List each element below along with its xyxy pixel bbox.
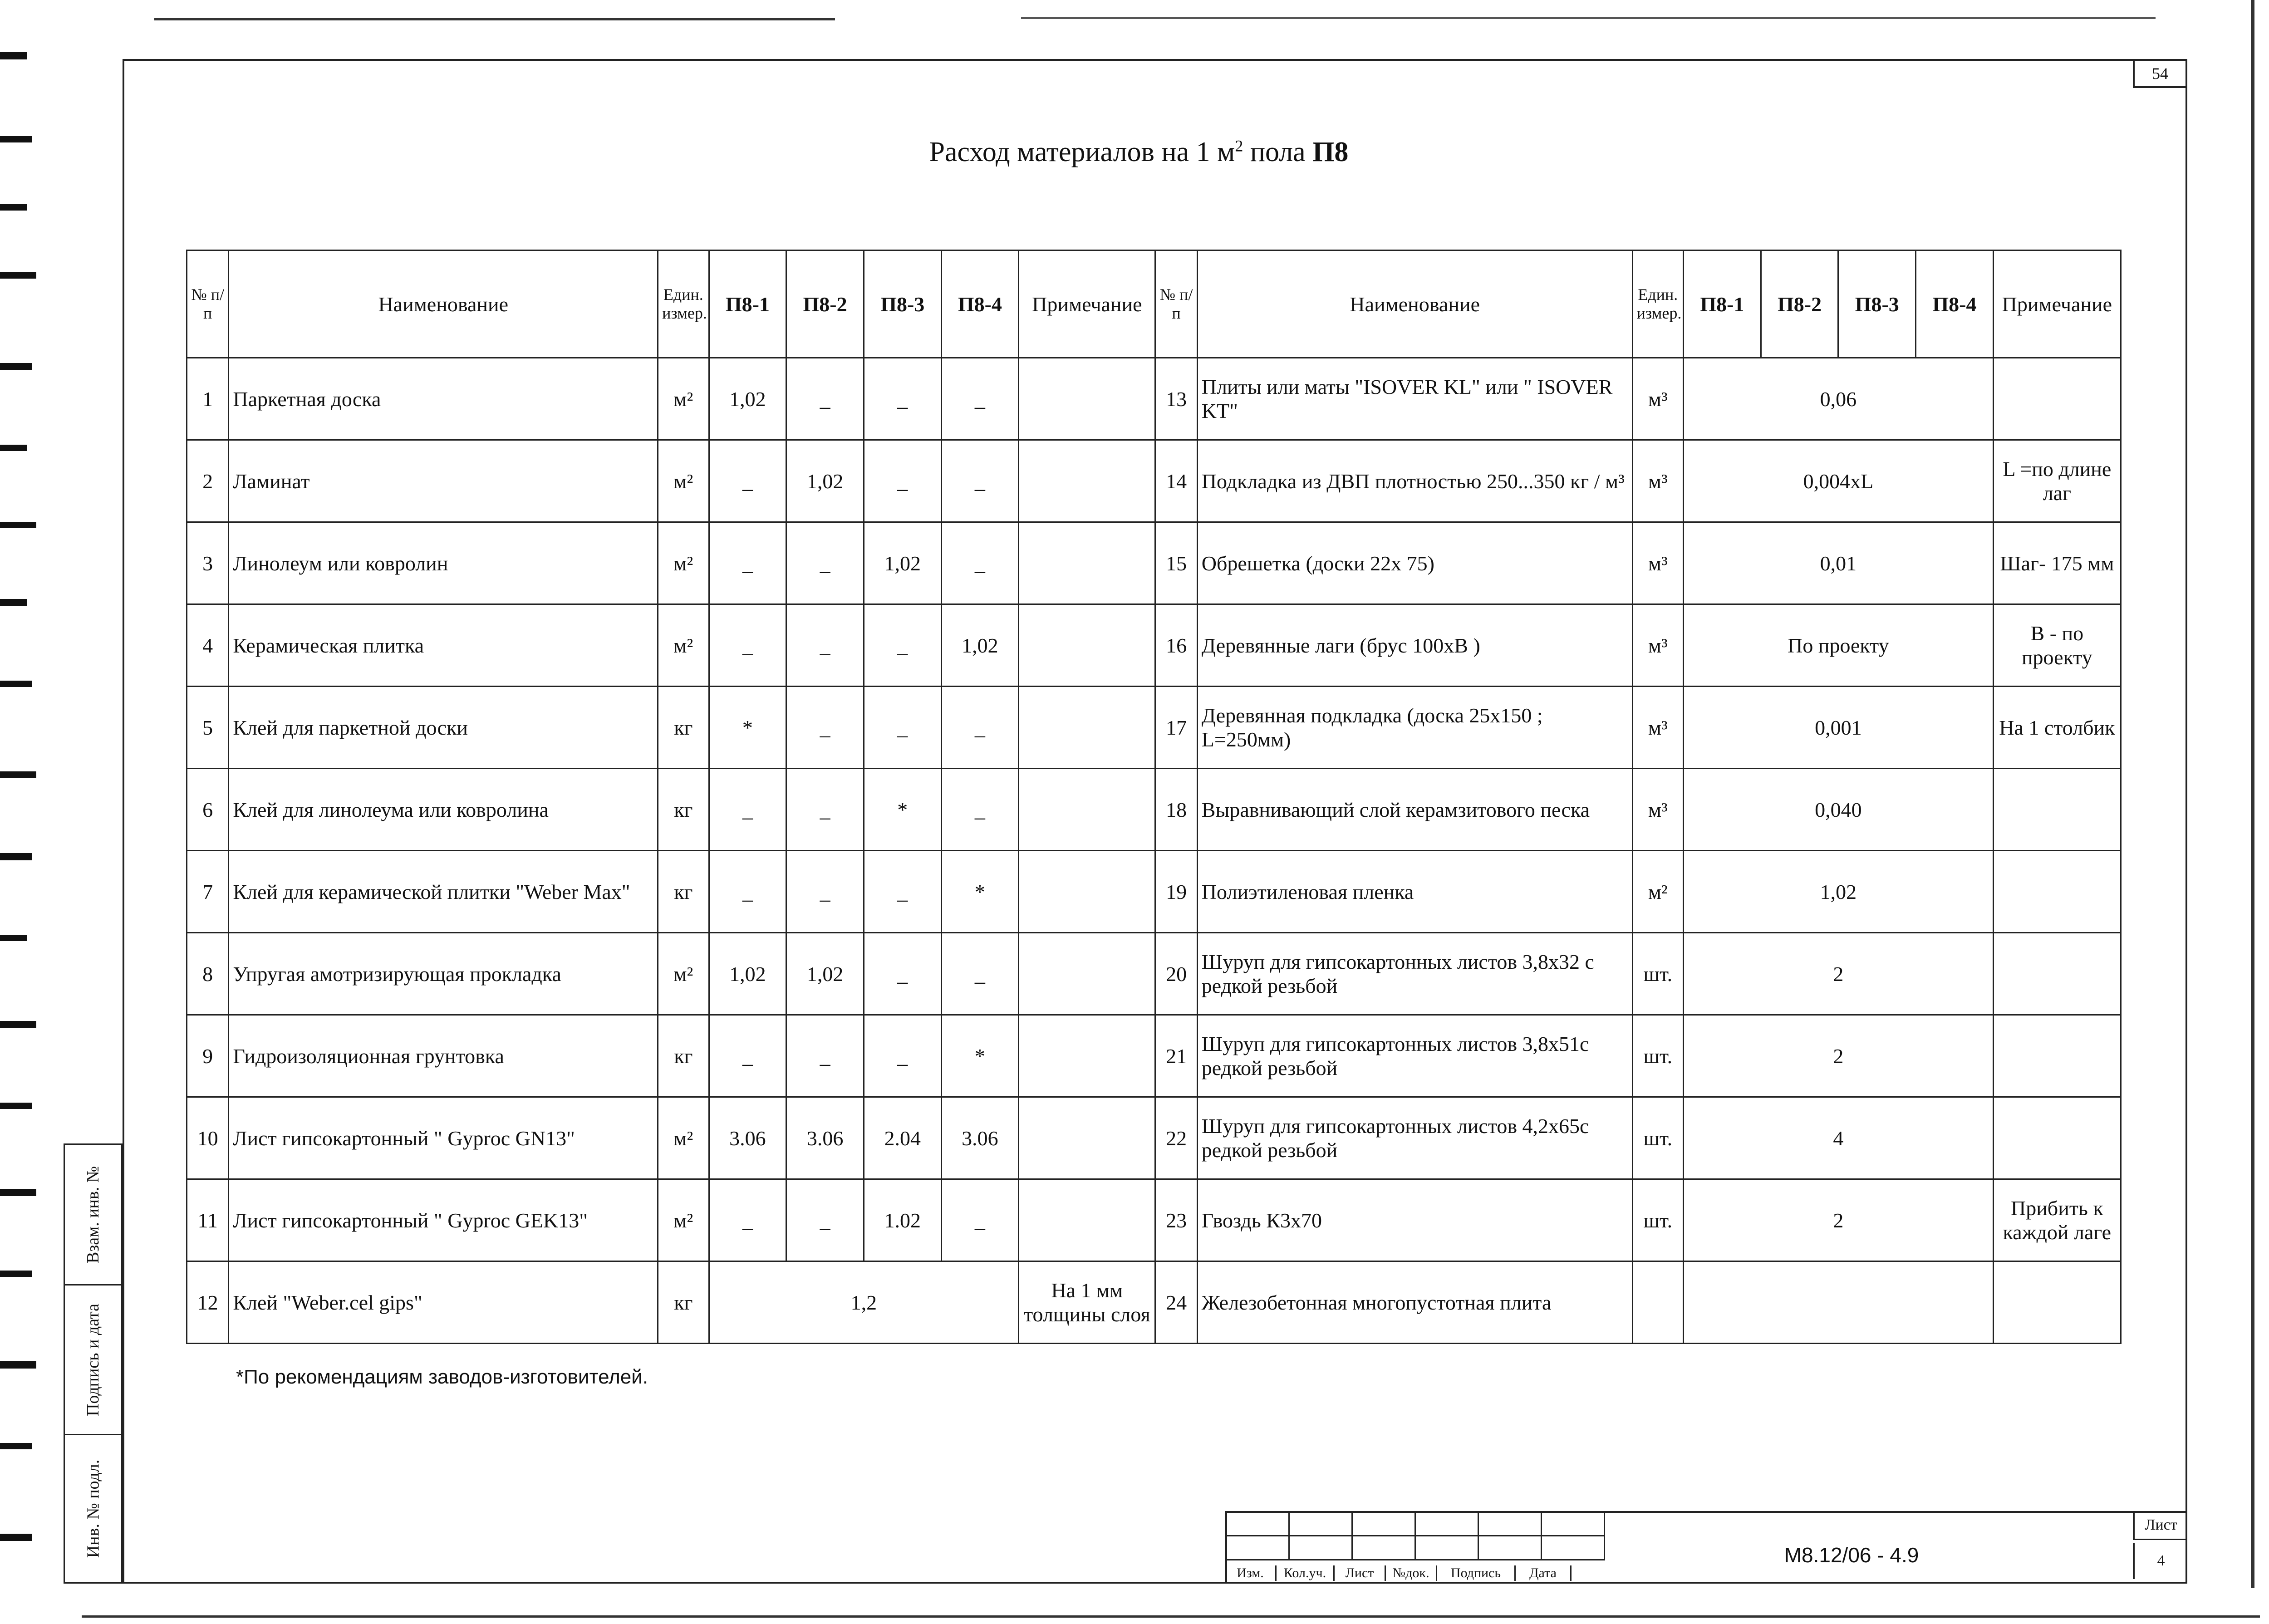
footnote: *По рекомендациям заводов-изготовителей. bbox=[236, 1366, 648, 1388]
material-name: Клей для линолеума или ковролина bbox=[229, 769, 658, 851]
value-cell: _ bbox=[786, 769, 864, 851]
vzam-cell: Взам. инв. № bbox=[65, 1145, 121, 1285]
header-code: П8-2 bbox=[1761, 250, 1838, 358]
value-cell: * bbox=[941, 1015, 1019, 1097]
value-cell: 1.02 bbox=[864, 1179, 941, 1261]
material-name: Подкладка из ДВП плотностью 250...350 кг / м³ bbox=[1197, 440, 1632, 522]
note-cell: Шаг- 175 мм bbox=[1993, 522, 2121, 604]
table-row bbox=[187, 440, 2121, 522]
header-code: П8-2 bbox=[786, 250, 864, 358]
header-code: П8-3 bbox=[864, 250, 941, 358]
value-cell: 2 bbox=[1684, 1179, 1994, 1261]
top-edge-line-2 bbox=[1021, 17, 2156, 19]
unit-cell: м³ bbox=[1632, 522, 1683, 604]
unit-cell: кг bbox=[658, 769, 709, 851]
header-code: П8-4 bbox=[941, 250, 1019, 358]
row-number: 1 bbox=[187, 358, 229, 440]
material-name: Железобетонная многопустотная плита bbox=[1197, 1261, 1632, 1344]
value-cell: _ bbox=[864, 851, 941, 933]
value-cell: 0,001 bbox=[1684, 687, 1994, 769]
bottom-edge-line bbox=[82, 1615, 2260, 1618]
document-number: М8.12/06 - 4.9 bbox=[1784, 1543, 1919, 1567]
row-number: 6 bbox=[187, 769, 229, 851]
note-cell bbox=[1993, 358, 2121, 440]
note-cell bbox=[1019, 1179, 1155, 1261]
header-code: П8-1 bbox=[709, 250, 786, 358]
header-code: П8-1 bbox=[1684, 250, 1761, 358]
unit-cell: м² bbox=[658, 1097, 709, 1179]
row-number: 22 bbox=[1155, 1097, 1197, 1179]
table-row bbox=[187, 358, 2121, 440]
row-number: 7 bbox=[187, 851, 229, 933]
value-cell: _ bbox=[709, 440, 786, 522]
material-name: Гидроизоляционная грунтовка bbox=[229, 1015, 658, 1097]
row-number: 11 bbox=[187, 1179, 229, 1261]
material-name: Паркетная доска bbox=[229, 358, 658, 440]
unit-cell: кг bbox=[658, 1261, 709, 1344]
material-name: Деревянные лаги (брус 100хВ ) bbox=[1197, 604, 1632, 687]
row-number: 9 bbox=[187, 1015, 229, 1097]
left-stamp-strip bbox=[64, 1143, 123, 1584]
value-cell: * bbox=[864, 769, 941, 851]
page-title: Расход материалов на 1 $м^2$ пола П8 bbox=[929, 137, 1349, 167]
note-cell bbox=[1019, 687, 1155, 769]
value-cell: _ bbox=[941, 440, 1019, 522]
material-name: Лист гипсокартонный " Gyproc GN13" bbox=[229, 1097, 658, 1179]
row-number: 20 bbox=[1155, 933, 1197, 1015]
unit-cell: шт. bbox=[1632, 1015, 1683, 1097]
unit-cell: шт. bbox=[1632, 933, 1683, 1015]
value-cell: 1,02 bbox=[1684, 851, 1994, 933]
row-number: 14 bbox=[1155, 440, 1197, 522]
value-cell: _ bbox=[709, 1179, 786, 1261]
note-cell bbox=[1019, 769, 1155, 851]
value-cell: _ bbox=[941, 769, 1019, 851]
note-cell: В - по проекту bbox=[1993, 604, 2121, 687]
row-number: 17 bbox=[1155, 687, 1197, 769]
row-number: 13 bbox=[1155, 358, 1197, 440]
value-cell: _ bbox=[941, 1179, 1019, 1261]
header-code: П8-3 bbox=[1838, 250, 1916, 358]
list-label: Лист bbox=[2133, 1511, 2187, 1540]
value-cell: _ bbox=[941, 933, 1019, 1015]
unit-cell: м² bbox=[658, 522, 709, 604]
table-row bbox=[187, 769, 2121, 851]
value-cell: 2 bbox=[1684, 933, 1994, 1015]
value-cell: 0,004xL bbox=[1684, 440, 1994, 522]
table-row bbox=[187, 1261, 2121, 1344]
header-code: П8-4 bbox=[1916, 250, 1994, 358]
value-cell: _ bbox=[709, 851, 786, 933]
stamp-grid bbox=[1225, 1511, 1605, 1560]
row-number: 19 bbox=[1155, 851, 1197, 933]
inv-cell: Инв. № подл. bbox=[83, 1459, 103, 1558]
value-cell: _ bbox=[864, 1015, 941, 1097]
value-cell: По проекту bbox=[1684, 604, 1994, 687]
material-name: Клей для керамической плитки "Weber Max" bbox=[229, 851, 658, 933]
value-cell: _ bbox=[864, 687, 941, 769]
value-cell: _ bbox=[864, 440, 941, 522]
row-number: 12 bbox=[187, 1261, 229, 1344]
unit-cell: м² bbox=[658, 604, 709, 687]
value-cell: _ bbox=[786, 1015, 864, 1097]
unit-cell: м³ bbox=[1632, 358, 1683, 440]
header-name: Наименование bbox=[229, 250, 658, 358]
table-header-row bbox=[187, 250, 2121, 358]
row-number: 15 bbox=[1155, 522, 1197, 604]
unit-cell bbox=[1632, 1261, 1683, 1344]
unit-cell: м² bbox=[658, 933, 709, 1015]
note-cell bbox=[1019, 851, 1155, 933]
stamp-label: Подпись bbox=[1437, 1565, 1516, 1581]
materials-table bbox=[186, 250, 2122, 1344]
value-cell: _ bbox=[941, 522, 1019, 604]
material-name: Керамическая плитка bbox=[229, 604, 658, 687]
material-name: Плиты или маты "ISOVER KL" или " ISOVER KT" bbox=[1197, 358, 1632, 440]
table-row bbox=[187, 933, 2121, 1015]
unit-cell: м² bbox=[658, 440, 709, 522]
table-row bbox=[187, 1015, 2121, 1097]
value-cell: * bbox=[941, 851, 1019, 933]
row-number: 3 bbox=[187, 522, 229, 604]
note-cell bbox=[1993, 769, 2121, 851]
unit-cell: шт. bbox=[1632, 1179, 1683, 1261]
value-cell: _ bbox=[941, 358, 1019, 440]
value-cell: 0,01 bbox=[1684, 522, 1994, 604]
table-row bbox=[187, 687, 2121, 769]
table-row bbox=[187, 1179, 2121, 1261]
material-name: Выравнивающий слой керамзитового песка bbox=[1197, 769, 1632, 851]
unit-cell: кг bbox=[658, 1015, 709, 1097]
unit-cell: м³ bbox=[1632, 604, 1683, 687]
value-cell: * bbox=[709, 687, 786, 769]
value-cell: _ bbox=[786, 851, 864, 933]
header-num: № п/п bbox=[1155, 250, 1197, 358]
table-row bbox=[187, 1097, 2121, 1179]
row-number: 10 bbox=[187, 1097, 229, 1179]
material-name: Полиэтиленовая пленка bbox=[1197, 851, 1632, 933]
value-cell: _ bbox=[864, 604, 941, 687]
value-cell: _ bbox=[709, 604, 786, 687]
row-number: 18 bbox=[1155, 769, 1197, 851]
unit-cell: шт. bbox=[1632, 1097, 1683, 1179]
note-cell bbox=[1993, 1015, 2121, 1097]
unit-cell: кг bbox=[658, 687, 709, 769]
value-cell: 1,02 bbox=[864, 522, 941, 604]
table-row bbox=[187, 851, 2121, 933]
unit-cell: м³ bbox=[1632, 440, 1683, 522]
unit-cell: кг bbox=[658, 851, 709, 933]
value-cell: _ bbox=[786, 604, 864, 687]
table-row bbox=[187, 522, 2121, 604]
header-unit: Един. измер. bbox=[658, 250, 709, 358]
value-cell: _ bbox=[786, 687, 864, 769]
material-name: Линолеум или ковролин bbox=[229, 522, 658, 604]
value-cell: 0,040 bbox=[1684, 769, 1994, 851]
note-cell bbox=[1019, 933, 1155, 1015]
value-cell: 1,2 bbox=[709, 1261, 1019, 1344]
material-name: Деревянная подкладка (доска 25х150 ; L=250мм) bbox=[1197, 687, 1632, 769]
stamp-label: Лист bbox=[1335, 1565, 1386, 1581]
note-cell bbox=[1019, 604, 1155, 687]
value-cell: 0,06 bbox=[1684, 358, 1994, 440]
note-cell bbox=[1019, 358, 1155, 440]
stamp-labels bbox=[1225, 1565, 1572, 1581]
value-cell: 1,02 bbox=[941, 604, 1019, 687]
value-cell: 3.06 bbox=[786, 1097, 864, 1179]
value-cell: 4 bbox=[1684, 1097, 1994, 1179]
header-num: № п/п bbox=[187, 250, 229, 358]
note-cell bbox=[1019, 440, 1155, 522]
material-name: Обрешетка (доски 22х 75) bbox=[1197, 522, 1632, 604]
row-number: 16 bbox=[1155, 604, 1197, 687]
material-name: Клей для паркетной доски bbox=[229, 687, 658, 769]
header-unit: Един. измер. bbox=[1632, 250, 1683, 358]
value-cell bbox=[1684, 1261, 1994, 1344]
note-cell bbox=[1993, 933, 2121, 1015]
note-cell bbox=[1993, 1261, 2121, 1344]
value-cell: 2.04 bbox=[864, 1097, 941, 1179]
value-cell: 1,02 bbox=[709, 358, 786, 440]
note-cell bbox=[1993, 851, 2121, 933]
row-number: 4 bbox=[187, 604, 229, 687]
material-name: Лист гипсокартонный " Gyproc GEK13" bbox=[229, 1179, 658, 1261]
material-name: Шуруп для гипсокартонных листов 3,8х51с редкой резьбой bbox=[1197, 1015, 1632, 1097]
stamp-label: Дата bbox=[1516, 1565, 1572, 1581]
sheet-number: 54 bbox=[2133, 59, 2187, 88]
material-name: Шуруп для гипсокартонных листов 4,2х65с редкой резьбой bbox=[1197, 1097, 1632, 1179]
unit-cell: м³ bbox=[1632, 687, 1683, 769]
header-note: Примечание bbox=[1993, 250, 2121, 358]
value-cell: 3.06 bbox=[709, 1097, 786, 1179]
note-cell: На 1 столбик bbox=[1993, 687, 2121, 769]
value-cell: _ bbox=[786, 358, 864, 440]
material-name: Клей "Weber.cel gips" bbox=[229, 1261, 658, 1344]
stamp-label: Изм. bbox=[1225, 1565, 1277, 1581]
podpis-cell: Подпись и дата bbox=[65, 1285, 121, 1435]
stamp-label: Кол.уч. bbox=[1277, 1565, 1335, 1581]
note-cell: L =по длине лаг bbox=[1993, 440, 2121, 522]
material-name: Упругая амотризирующая прокладка bbox=[229, 933, 658, 1015]
header-note: Примечание bbox=[1019, 250, 1155, 358]
row-number: 5 bbox=[187, 687, 229, 769]
note-cell bbox=[1019, 522, 1155, 604]
row-number: 21 bbox=[1155, 1015, 1197, 1097]
unit-cell: м² bbox=[658, 358, 709, 440]
material-name: Шуруп для гипсокартонных листов 3,8х32 с редкой резьбой bbox=[1197, 933, 1632, 1015]
value-cell: 1,02 bbox=[786, 933, 864, 1015]
header-name: Наименование bbox=[1197, 250, 1632, 358]
list-number: 4 bbox=[2133, 1543, 2187, 1579]
note-cell bbox=[1993, 1097, 2121, 1179]
value-cell: _ bbox=[786, 522, 864, 604]
note-cell: На 1 мм толщины слоя bbox=[1019, 1261, 1155, 1344]
row-number: 2 bbox=[187, 440, 229, 522]
material-name: Гвоздь К3х70 bbox=[1197, 1179, 1632, 1261]
material-name: Ламинат bbox=[229, 440, 658, 522]
value-cell: _ bbox=[709, 522, 786, 604]
value-cell: _ bbox=[709, 769, 786, 851]
value-cell: _ bbox=[709, 1015, 786, 1097]
row-number: 23 bbox=[1155, 1179, 1197, 1261]
unit-cell: м³ bbox=[1632, 769, 1683, 851]
value-cell: _ bbox=[941, 687, 1019, 769]
value-cell: 1,02 bbox=[709, 933, 786, 1015]
value-cell: _ bbox=[864, 933, 941, 1015]
value-cell: 1,02 bbox=[786, 440, 864, 522]
table-row bbox=[187, 604, 2121, 687]
value-cell: _ bbox=[864, 358, 941, 440]
value-cell: _ bbox=[786, 1179, 864, 1261]
unit-cell: м² bbox=[1632, 851, 1683, 933]
row-number: 8 bbox=[187, 933, 229, 1015]
note-cell: Прибить к каждой лаге bbox=[1993, 1179, 2121, 1261]
top-edge-line bbox=[154, 18, 835, 20]
note-cell bbox=[1019, 1015, 1155, 1097]
note-cell bbox=[1019, 1097, 1155, 1179]
value-cell: 3.06 bbox=[941, 1097, 1019, 1179]
right-edge-line bbox=[2251, 0, 2254, 1588]
unit-cell: м² bbox=[658, 1179, 709, 1261]
stamp-label: №док. bbox=[1386, 1565, 1437, 1581]
row-number: 24 bbox=[1155, 1261, 1197, 1344]
value-cell: 2 bbox=[1684, 1015, 1994, 1097]
